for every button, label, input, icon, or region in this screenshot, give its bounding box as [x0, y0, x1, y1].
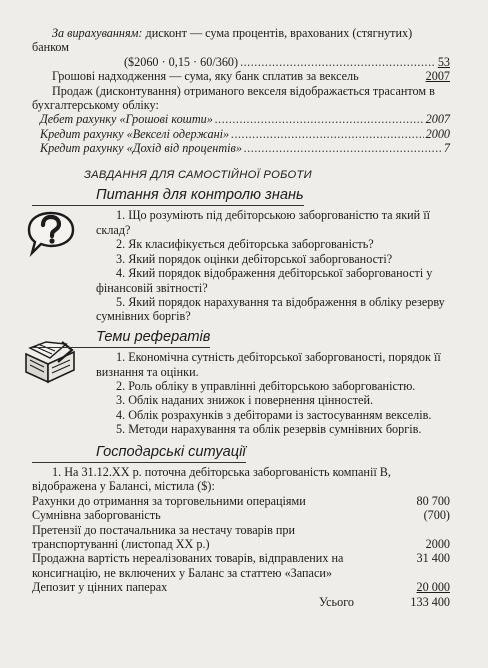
balance-row-value: (700) [423, 508, 450, 523]
total-label: Усього [318, 594, 354, 609]
sale-text: Продаж (дисконтування) отриманого векселя відображається трасантом в бухгалтерському обліку: [32, 83, 435, 113]
cash-receipts-value: 2007 [425, 69, 450, 84]
leader-dots [215, 112, 424, 126]
balance-total [32, 595, 450, 609]
cash-receipts-text: Грошові надходження — сума, яку банк сплатив за вексель [52, 69, 359, 84]
balance-row-value: 20 000 [416, 580, 450, 595]
list-item: 3. Облік наданих знижок і повернення цінностей. [116, 393, 374, 408]
essays-list [96, 350, 450, 436]
list-item: 5. Який порядок нарахування та відображення в обліку резерву сумнівних боргів? [96, 294, 445, 324]
situations-heading-text: Господарські ситуації [96, 443, 246, 460]
entry-label: Кредит рахунку «Векселі одержані» [40, 126, 230, 141]
list-item: 1. Економічна сутність дебіторської заборгованості, порядок її визнання та оцінки. [96, 350, 441, 379]
list-item: 2. Як класифікується дебіторська заборгованість? [116, 237, 374, 252]
list-item: 1. Що розуміють під дебіторською заборгованістю та який її склад? [96, 208, 431, 237]
list-item: 4. Який порядок відображення дебіторської заборгованості у фінансовій звітності? [96, 266, 433, 295]
entry-value: 2000 [425, 126, 450, 141]
balance-row-value: 31 400 [416, 551, 450, 566]
journal-entry [32, 141, 450, 155]
balance-row [32, 494, 450, 508]
cash-receipts-line [32, 69, 450, 83]
entry-value: 7 [443, 141, 450, 156]
balance-row-value: 80 700 [416, 493, 450, 508]
questions-heading-text: Питання для контролю знань [96, 187, 304, 204]
discount-line [32, 26, 450, 55]
balance-row-label: Сумнівна заборгованість [32, 508, 161, 523]
formula-value: 53 [437, 54, 450, 69]
journal-entry [32, 112, 450, 126]
balance-row-label: Рахунки до отримання за торговельними операціями [32, 493, 306, 508]
balance-row-label: Продажна вартість нереалізованих товарів, відправлених на консигнацію, не включених у Баланс за статтею «Запаси» [32, 551, 344, 580]
balance-row [32, 508, 450, 522]
formula: ($2060 · 0,15 · 60/360) [124, 54, 239, 69]
leader-dots [231, 127, 423, 141]
leader-dots [240, 55, 436, 69]
balance-row [32, 551, 450, 580]
entry-label: Дебет рахунку «Грошові кошти» [40, 112, 213, 127]
entry-value: 2007 [425, 112, 450, 127]
essays-heading-text: Теми рефератів [96, 328, 211, 345]
essays-heading [96, 330, 450, 344]
questions-heading [96, 188, 450, 202]
list-item: 4. Облік розрахунків з дебіторами із застосуванням векселів. [116, 407, 432, 422]
balance-row [32, 523, 450, 552]
journal-entry [32, 127, 450, 141]
balance-row-label: Депозит у цінних паперах [32, 580, 168, 595]
list-item: 5. Методи нарахування та облік резервів сумнівних боргів. [116, 422, 422, 437]
list-item: 3. Який порядок оцінки дебіторської заборгованості? [116, 251, 393, 266]
discount-text: дисконт — сума процентів, врахованих (стягнутих) банком [32, 26, 413, 55]
formula-line [32, 55, 450, 69]
entry-label: Кредит рахунку «Дохід від процентів» [40, 141, 242, 156]
total-value: 133 400 [410, 594, 450, 609]
section-title: ЗАВДАННЯ ДЛЯ САМОСТІЙНОЇ РОБОТИ [84, 168, 312, 181]
balance-row-label: Претензії до постачальника за нестачу товарів при транспортуванні (листопад XX р.) [32, 522, 296, 551]
balance-row [32, 580, 450, 594]
questions-list [96, 208, 450, 323]
leader-dots [244, 141, 442, 155]
situation-intro: 1. На 31.12.XX р. поточна дебіторська заборгованість компанії В, відображена у Балансі, містила ($): [32, 464, 391, 494]
balance-row-value: 2000 [425, 536, 450, 551]
discount-label: За вирахуванням: [52, 26, 143, 40]
page-content [32, 26, 450, 609]
situations-heading [96, 445, 450, 459]
list-item: 2. Роль обліку в управлінні дебіторською заборгованістю. [116, 378, 416, 393]
